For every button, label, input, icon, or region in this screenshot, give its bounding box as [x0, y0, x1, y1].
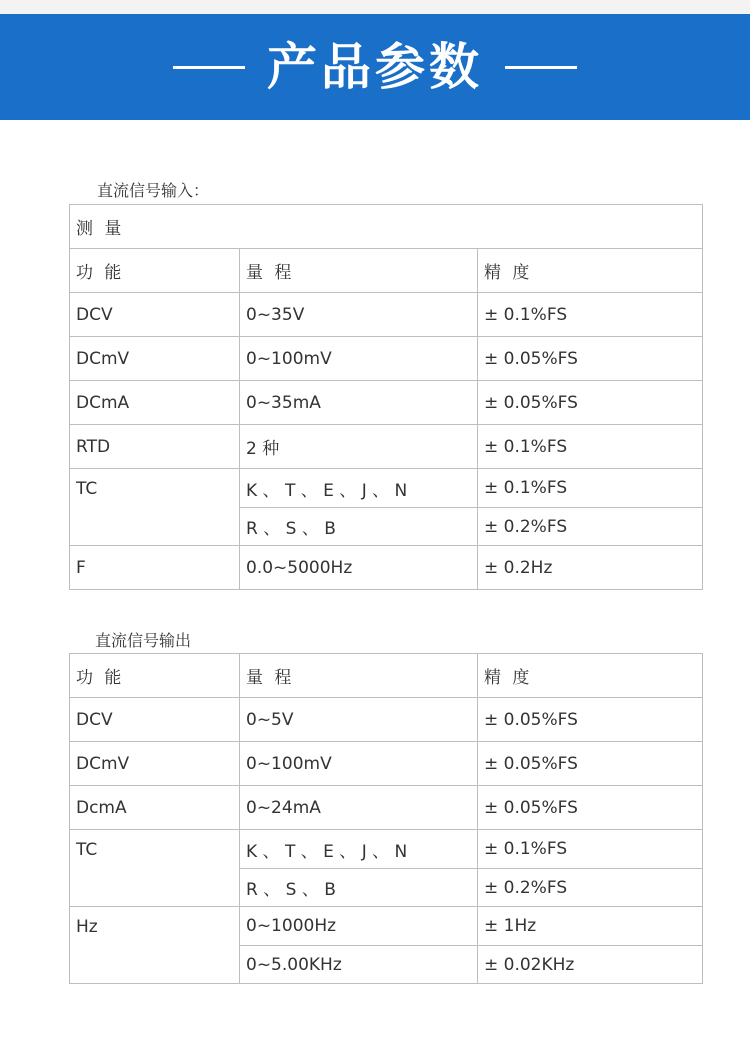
cell-range: 0~5.00KHz [240, 946, 478, 984]
cell-accuracy: ± 0.2Hz [478, 546, 703, 590]
table-row [70, 907, 703, 946]
cell-function: RTD [70, 425, 240, 469]
cell-accuracy: ± 0.05%FS [478, 698, 703, 742]
table-row [70, 337, 703, 381]
table-row [70, 205, 703, 249]
top-strip [0, 0, 750, 14]
cell-accuracy: ± 0.05%FS [478, 381, 703, 425]
cell-accuracy: ± 0.1%FS [478, 293, 703, 337]
cell-range: 0.0~5000Hz [240, 546, 478, 590]
table-row [70, 425, 703, 469]
table-row [70, 786, 703, 830]
cell-accuracy: ± 0.1%FS [478, 469, 703, 508]
cell-range: 0~35V [240, 293, 478, 337]
banner-left-rule [173, 66, 245, 69]
output-section-caption: 直流信号输出 [95, 631, 192, 650]
header-range: 量 程 [240, 249, 478, 293]
cell-range: 2 种 [240, 425, 478, 469]
table-row [70, 698, 703, 742]
header-accuracy: 精 度 [478, 249, 703, 293]
table-header-row [70, 249, 703, 293]
cell-range: 0~5V [240, 698, 478, 742]
cell-range: R 、 S 、 B [240, 508, 478, 546]
table-header-row [70, 654, 703, 698]
input-section-caption: 直流信号输入： [97, 181, 210, 200]
cell-function: DCV [70, 698, 240, 742]
cell-function: DCmV [70, 742, 240, 786]
page-title: 产品参数 [267, 38, 483, 96]
banner-right-rule [505, 66, 577, 69]
cell-accuracy: ± 1Hz [478, 907, 703, 946]
table-row [70, 381, 703, 425]
cell-accuracy: ± 0.05%FS [478, 742, 703, 786]
cell-range: 0~24mA [240, 786, 478, 830]
cell-function: TC [70, 830, 240, 907]
cell-function: DCV [70, 293, 240, 337]
output-spec-table [69, 653, 703, 984]
cell-function: TC [70, 469, 240, 546]
cell-function: DcmA [70, 786, 240, 830]
input-spec-table [69, 204, 703, 590]
cell-accuracy: ± 0.05%FS [478, 786, 703, 830]
cell-accuracy: ± 0.2%FS [478, 508, 703, 546]
cell-accuracy: ± 0.1%FS [478, 425, 703, 469]
cell-range: R 、 S 、 B [240, 869, 478, 907]
cell-accuracy: ± 0.2%FS [478, 869, 703, 907]
cell-function: F [70, 546, 240, 590]
header-function: 功 能 [70, 654, 240, 698]
cell-function: DCmV [70, 337, 240, 381]
cell-range: 0~35mA [240, 381, 478, 425]
table-row [70, 293, 703, 337]
cell-range: 0~100mV [240, 742, 478, 786]
cell-range: K 、 T 、 E 、 J 、 N [240, 469, 478, 508]
cell-function: Hz [70, 907, 240, 984]
cell-range: 0~100mV [240, 337, 478, 381]
header-banner [0, 14, 750, 120]
header-range: 量 程 [240, 654, 478, 698]
table-row [70, 830, 703, 869]
cell-accuracy: ± 0.1%FS [478, 830, 703, 869]
cell-accuracy: ± 0.05%FS [478, 337, 703, 381]
cell-accuracy: ± 0.02KHz [478, 946, 703, 984]
table-row [70, 742, 703, 786]
table-row [70, 546, 703, 590]
cell-range: 0~1000Hz [240, 907, 478, 946]
header-function: 功 能 [70, 249, 240, 293]
cell-function: DCmA [70, 381, 240, 425]
group-label-cell: 测 量 [70, 205, 703, 249]
header-accuracy: 精 度 [478, 654, 703, 698]
cell-range: K 、 T 、 E 、 J 、 N [240, 830, 478, 869]
table-row [70, 469, 703, 508]
